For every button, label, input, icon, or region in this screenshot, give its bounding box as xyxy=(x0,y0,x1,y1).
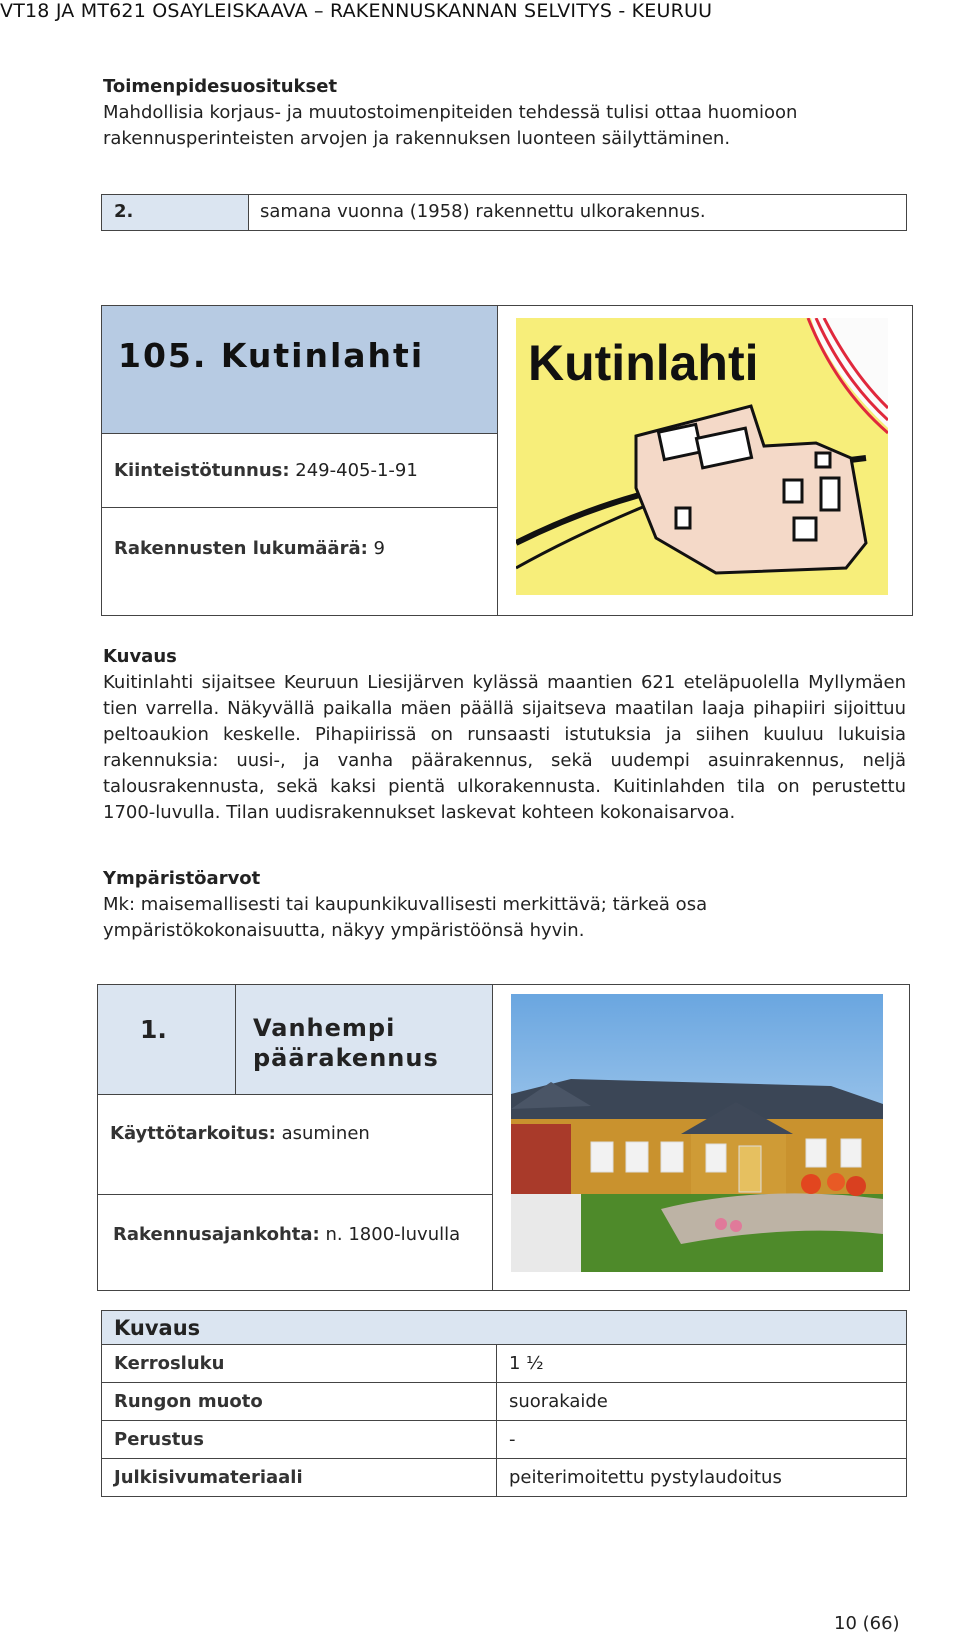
table-row xyxy=(102,1459,907,1497)
vertical-divider xyxy=(497,306,498,615)
lukumaara-value: 9 xyxy=(367,538,385,559)
site-title: 105. Kutinlahti xyxy=(118,336,425,375)
lukumaara-cell xyxy=(114,538,385,559)
vertical-divider xyxy=(492,985,493,1290)
kuvaus-section xyxy=(103,644,906,826)
row-value: suorakaide xyxy=(497,1383,907,1421)
kayttotarkoitus-cell xyxy=(98,1095,492,1195)
lukumaara-label: Rakennusten lukumäärä: xyxy=(114,538,368,559)
row-label: Perustus xyxy=(102,1421,497,1459)
row-label: Kerrosluku xyxy=(102,1345,497,1383)
row-value: 1 ½ xyxy=(497,1345,907,1383)
kayttotarkoitus-value: asuminen xyxy=(275,1123,370,1144)
toimenpide-section xyxy=(103,74,923,152)
item-2-number-cell xyxy=(102,195,249,230)
kuvaus-heading: Kuvaus xyxy=(103,646,177,667)
site-map xyxy=(516,318,888,595)
building-name: Vanhempi xyxy=(253,1014,396,1042)
kiinteisto-value: 249-405-1-91 xyxy=(289,460,418,481)
kiinteisto-label: Kiinteistötunnus: xyxy=(114,460,290,481)
item-2-row xyxy=(101,194,907,231)
item-2-text: samana vuonna (1958) rakennettu ulkorakennus. xyxy=(260,201,706,222)
details-table-wrap xyxy=(101,1310,907,1497)
item-2-number: 2. xyxy=(114,201,134,222)
rakennusaika-cell xyxy=(113,1224,460,1245)
toimenpide-line: rakennusperinteisten arvojen ja rakennuksen luonteen säilyttäminen. xyxy=(103,128,731,149)
rakennusaika-value: n. 1800-luvulla xyxy=(319,1224,461,1245)
row-label: Julkisivumateriaali xyxy=(102,1459,497,1497)
ymparisto-line: Mk: maisemallisesti tai kaupunkikuvallisesti merkittävä; tärkeä osa xyxy=(103,894,708,915)
table-row xyxy=(102,1345,907,1383)
rakennusaika-label: Rakennusajankohta: xyxy=(113,1224,320,1245)
document-header: VT18 JA MT621 OSAYLEISKAAVA – RAKENNUSKANNAN SELVITYS - KEURUU xyxy=(0,0,713,22)
ymparisto-heading: Ympäristöarvot xyxy=(103,868,261,889)
toimenpide-line: Mahdollisia korjaus- ja muutostoimenpiteiden tehdessä tulisi ottaa huomioon xyxy=(103,102,798,123)
row-label: Rungon muoto xyxy=(102,1383,497,1421)
table-row xyxy=(102,1383,907,1421)
kiinteisto-cell xyxy=(102,433,497,508)
site-block xyxy=(101,305,913,616)
ymparisto-line: ympäristökokonaisuutta, näkyy ympäristöönsä hyvin. xyxy=(103,920,585,941)
kuvaus-text: Kuitinlahti sijaitsee Keuruun Liesijärven kylässä maantien 621 eteläpuolella Myllymäen tien varrella. Näkyvällä paikalla mäen päällä sijaitseva maatilan laaja pihapiiri sijoittuu peltoaukion keskelle. Pihapiirissä on runsaasti istutuksia ja siihen kuuluu lukuisia rakennuksia: uusi-, ja vanha päärakennus, sekä uudempi asuinrakennus, neljä talousrakennusta, sekä kaksi pientä ulkorakennusta. Kuitinlahden tila on perustettu 1700-luvulla. Tilan uudisrakennukset laskevat kohteen kokonaisarvoa. xyxy=(103,672,906,823)
site-title-cell xyxy=(102,306,497,434)
building-photo xyxy=(511,994,883,1272)
details-header-cell xyxy=(102,1311,907,1345)
building-number: 1. xyxy=(140,1015,167,1044)
row-value: peiterimoitettu pystylaudoitus xyxy=(497,1459,907,1497)
page-number: 10 (66) xyxy=(834,1613,900,1634)
ymparisto-section xyxy=(103,866,906,944)
building-name: päärakennus xyxy=(253,1044,439,1072)
building-block xyxy=(97,984,910,1291)
kayttotarkoitus-label: Käyttötarkoitus: xyxy=(110,1123,276,1144)
details-table xyxy=(101,1310,907,1497)
map-label: Kutinlahti xyxy=(528,335,759,391)
building-number-cell xyxy=(98,985,236,1095)
table-row xyxy=(102,1421,907,1459)
building-name-cell xyxy=(236,985,492,1095)
details-heading: Kuvaus xyxy=(114,1315,201,1340)
row-value: - xyxy=(497,1421,907,1459)
toimenpide-heading: Toimenpidesuositukset xyxy=(103,76,338,97)
